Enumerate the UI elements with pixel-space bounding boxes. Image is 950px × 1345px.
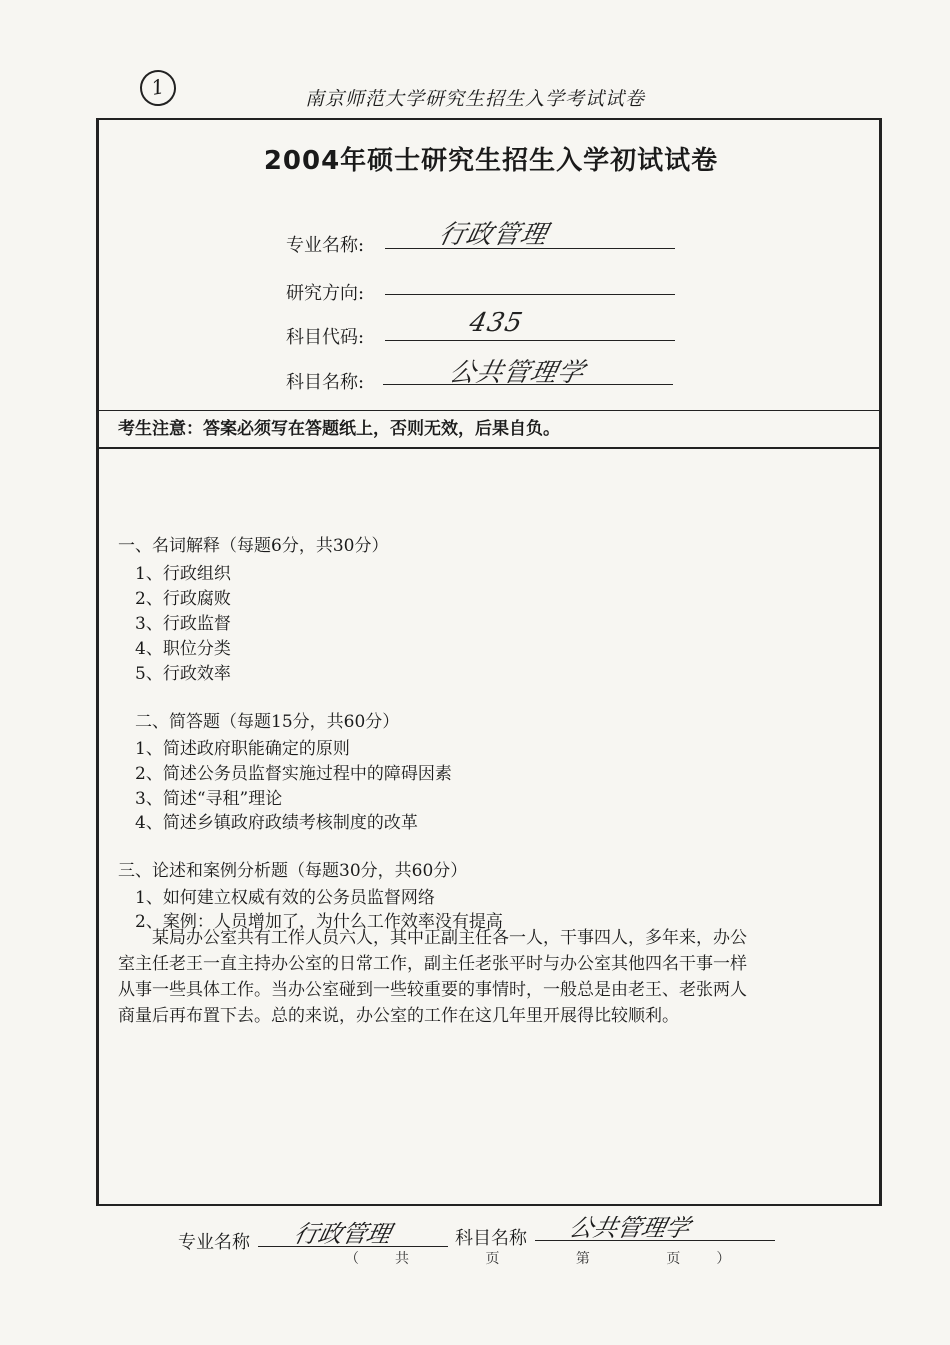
- footer-subject-value: 公共管理学: [566, 1214, 693, 1242]
- question-item: 5、行政效率: [135, 664, 231, 684]
- field-label-code: 科目代码:: [286, 327, 365, 348]
- university-header: 南京师范大学研究生招生入学考试试卷: [304, 88, 645, 110]
- case-paragraph-line: 从事一些具体工作。当办公室碰到一些较重要的事情时，一般总是由老王、老张两人: [118, 980, 747, 1000]
- field-value-code: 435: [466, 308, 526, 338]
- exam-title: 2004年硕士研究生招生入学初试试卷: [263, 146, 719, 176]
- question-item: 3、简述“寻租”理论: [135, 789, 283, 809]
- field-underline: [385, 340, 675, 341]
- question-item: 2、行政腐败: [135, 589, 231, 609]
- field-label-subject: 科目名称:: [286, 372, 365, 393]
- field-underline: [385, 294, 675, 295]
- question-item: 1、行政组织: [135, 564, 231, 584]
- footer-major-value: 行政管理: [291, 1220, 394, 1248]
- notice-rule: [98, 447, 880, 449]
- section-heading-2: 二、简答题（每题15分，共60分）: [135, 712, 400, 732]
- question-item: 2、简述公务员监督实施过程中的障碍因素: [135, 764, 452, 784]
- footer-subject-label: 科目名称: [455, 1228, 527, 1249]
- question-item: 3、行政监督: [135, 614, 231, 634]
- section-heading-1: 一、名词解释（每题6分，共30分）: [118, 536, 389, 556]
- field-label-direction: 研究方向:: [286, 283, 365, 304]
- footer-page-info: （共 页 第 页）: [345, 1251, 767, 1267]
- candidate-notice: 考生注意：答案必须写在答题纸上，否则无效，后果自负。: [118, 419, 560, 439]
- field-value-major: 行政管理: [436, 220, 551, 250]
- field-label-major: 专业名称:: [286, 235, 365, 256]
- section-heading-3: 三、论述和案例分析题（每题30分，共60分）: [118, 861, 468, 881]
- question-item: 1、如何建立权威有效的公务员监督网络: [135, 888, 435, 908]
- case-paragraph-line: 室主任老王一直主持办公室的日常工作，副主任老张平时与办公室其他四名干事一样: [118, 954, 747, 974]
- question-item: 1、简述政府职能确定的原则: [135, 739, 350, 759]
- notice-rule: [98, 410, 880, 411]
- field-value-subject: 公共管理学: [446, 358, 588, 388]
- question-item: 4、职位分类: [135, 639, 231, 659]
- page-number-mark: 1: [137, 67, 179, 109]
- question-item: 2、案例：人员增加了，为什么工作效率没有提高: [135, 912, 503, 932]
- footer-major-label: 专业名称: [178, 1232, 250, 1253]
- case-paragraph-line: 商量后再布置下去。总的来说，办公室的工作在这几年里开展得比较顺利。: [118, 1006, 679, 1026]
- case-paragraph-line: 某局办公室共有工作人员六人，其中正副主任各一人，干事四人，多年来，办公: [152, 928, 747, 948]
- question-item: 4、简述乡镇政府政绩考核制度的改革: [135, 813, 418, 833]
